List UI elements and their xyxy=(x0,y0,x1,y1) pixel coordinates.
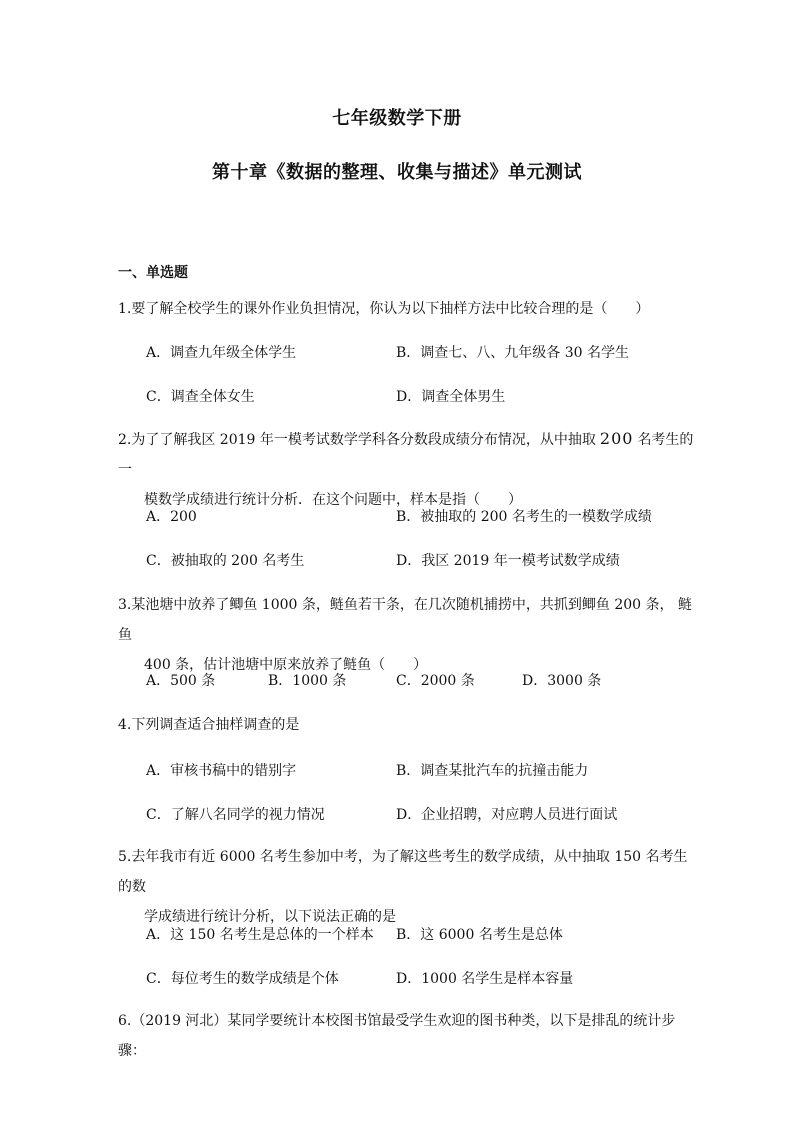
question-1 xyxy=(118,294,700,324)
option-d: D．我区 2019 年一模考试数学成绩 xyxy=(396,553,620,569)
document-subtitle: 第十章《数据的整理、收集与描述》单元测试 xyxy=(212,162,582,183)
option-a: A．这 150 名考生是总体的一个样本 xyxy=(146,927,374,943)
option-a: A．500 条 xyxy=(146,673,216,689)
option-a: A．调查九年级全体学生 xyxy=(146,345,297,361)
option-c: C．每位考生的数学成绩是个体 xyxy=(146,971,339,987)
option-b: B．调查某批汽车的抗撞击能力 xyxy=(396,763,589,779)
option-a: A．200 xyxy=(146,509,197,525)
question-3-options-row xyxy=(146,670,706,692)
question-3 xyxy=(118,590,700,680)
option-b: B．调查七、八、九年级各 30 名学生 xyxy=(396,345,630,361)
question-2 xyxy=(118,424,700,515)
document-title: 七年级数学下册 xyxy=(332,108,462,129)
question-stem: 1.要了解全校学生的课外作业负担情况，你认为以下抽样方法中比较合理的是（ ） xyxy=(118,301,650,317)
question-2-options-row-1 xyxy=(146,506,706,528)
option-c: C．调查全体女生 xyxy=(146,389,255,405)
option-c: C．2000 条 xyxy=(396,673,475,689)
question-stem-text: 名考生的一 xyxy=(118,432,694,478)
question-5-options-row-2 xyxy=(146,968,706,990)
section-heading: 一、单选题 xyxy=(118,265,188,281)
option-d: D．调查全体男生 xyxy=(396,389,506,405)
question-stem-line-1 xyxy=(118,424,700,485)
question-4-options-row-1 xyxy=(146,760,706,782)
question-6 xyxy=(118,1006,700,1066)
question-stem-text: 2.为了了解我区 2019 年一模考试数学学科各分数段成绩分布情况，从中抽取 xyxy=(118,432,596,448)
question-stem-line-2: 学成绩进行统计分析，以下说法正确的是 xyxy=(144,909,396,925)
question-4-options-row-2 xyxy=(146,804,706,826)
option-d: D．企业招聘，对应聘人员进行面试 xyxy=(396,807,618,823)
question-5 xyxy=(118,842,700,932)
question-stem-line-2: 400 条，估计池塘中原来放养了鲢鱼（ ） xyxy=(144,657,428,673)
question-stem-line-1: 5.去年我市有近 6000 名考生参加中考，为了解这些考生的数学成绩，从中抽取 150 名考生的数 xyxy=(118,849,688,895)
option-c: C．了解八名同学的视力情况 xyxy=(146,807,325,823)
question-1-options-row-2 xyxy=(146,386,706,408)
question-5-options-row-1 xyxy=(146,924,706,946)
option-b: B．1000 条 xyxy=(268,673,347,689)
question-1-options-row-1 xyxy=(146,342,706,364)
option-b: B．这 6000 名考生是总体 xyxy=(396,927,563,943)
option-d: D．1000 名学生是样本容量 xyxy=(396,971,574,987)
question-number-value: 200 xyxy=(599,429,634,448)
question-stem-line-1: 3.某池塘中放养了鲫鱼 1000 条，鲢鱼若干条，在几次随机捕捞中，共抓到鲫鱼 200 条， 鲢鱼 xyxy=(118,597,692,643)
option-a: A．审核书稿中的错别字 xyxy=(146,763,297,779)
option-c: C．被抽取的 200 名考生 xyxy=(146,553,305,569)
question-stem: 4.下列调查适合抽样调查的是 xyxy=(118,717,300,733)
question-2-options-row-2 xyxy=(146,550,706,572)
question-4 xyxy=(118,710,700,740)
question-stem-line-2: 模数学成绩进行统计分析．在这个问题中，样本是指（ ） xyxy=(144,492,522,508)
question-stem: 6.（2019 河北）某同学要统计本校图书馆最受学生欢迎的图书种类，以下是排乱的统计步骤： xyxy=(118,1013,676,1059)
option-b: B．被抽取的 200 名考生的一模数学成绩 xyxy=(396,509,652,525)
option-d: D．3000 条 xyxy=(522,673,602,689)
